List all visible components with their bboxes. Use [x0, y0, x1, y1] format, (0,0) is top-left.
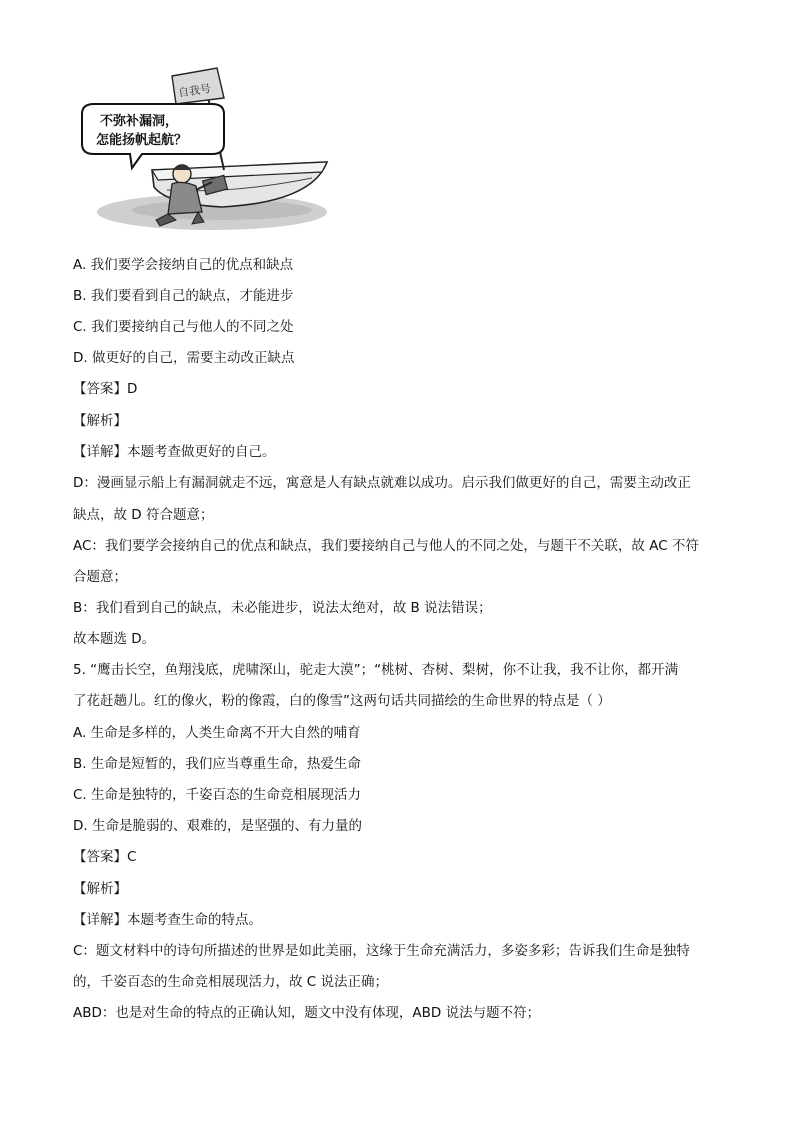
q4-analysis-heading: 【解析】 — [73, 413, 127, 429]
q4-option-b: B. 我们要看到自己的缺点，才能进步 — [73, 288, 294, 304]
q4-ac-explanation-1: AC：我们要学会接纳自己的优点和缺点，我们要接纳自己与他人的不同之处，与题干不关联，故 AC 不符 — [73, 538, 699, 554]
q5-abd-explanation: ABD：也是对生命的特点的正确认知，题文中没有体现，ABD 说法与题不符； — [73, 1005, 541, 1021]
q4-option-c: C. 我们要接纳自己与他人的不同之处 — [73, 319, 294, 335]
q4-option-d: D. 做更好的自己，需要主动改正缺点 — [73, 350, 295, 366]
q4-d-explanation-2: 缺点，故 D 符合题意； — [73, 507, 214, 523]
q4-option-a: A. 我们要学会接纳自己的优点和缺点 — [73, 257, 294, 273]
q4-d-explanation-1: D：漫画显示船上有漏洞就走不远，寓意是人有缺点就难以成功。启示我们做更好的自己，需要主动改正 — [73, 475, 691, 491]
flag-text: 自我号 — [177, 82, 212, 100]
q5-analysis-heading: 【解析】 — [73, 881, 127, 897]
q5-stem-2: 了花赶趟儿。红的像火，粉的像霞，白的像雪”这两句话共同描绘的生命世界的特点是（ ） — [73, 693, 611, 709]
q5-detail: 【详解】本题考查生命的特点。 — [73, 912, 262, 928]
q5-option-d: D. 生命是脆弱的、艰难的，是坚强的、有力量的 — [73, 818, 362, 834]
q5-c-explanation-1: C：题文材料中的诗句所描述的世界是如此美丽，这缘于生命充满活力，多姿多彩；告诉我们生命是独特 — [73, 943, 690, 959]
q4-answer: 【答案】D — [73, 381, 138, 397]
q5-answer: 【答案】C — [73, 849, 137, 865]
q5-option-a: A. 生命是多样的，人类生命离不开大自然的哺育 — [73, 725, 361, 741]
speech-line-1: 不弥补漏洞， — [100, 114, 179, 129]
q5-option-c: C. 生命是独特的，千姿百态的生命竞相展现活力 — [73, 787, 362, 803]
q5-option-b: B. 生命是短暂的，我们应当尊重生命，热爱生命 — [73, 756, 361, 772]
speech-line-2: 怎能扬帆起航？ — [96, 133, 188, 148]
q4-ac-explanation-2: 合题意； — [73, 569, 127, 585]
q4-b-explanation: B：我们看到自己的缺点，未必能进步，说法太绝对，故 B 说法错误； — [73, 600, 492, 616]
q4-conclusion: 故本题选 D。 — [73, 631, 156, 647]
q4-detail: 【详解】本题考查做更好的自己。 — [73, 444, 276, 460]
q5-stem-1: 5. “鹰击长空，鱼翔浅底，虎啸深山，驼走大漠”；“桃树、杏树、梨树，你不让我，我不让你，都开满 — [73, 662, 679, 678]
cartoon-illustration — [72, 62, 334, 238]
q5-c-explanation-2: 的，千姿百态的生命竞相展现活力，故 C 说法正确； — [73, 974, 389, 990]
